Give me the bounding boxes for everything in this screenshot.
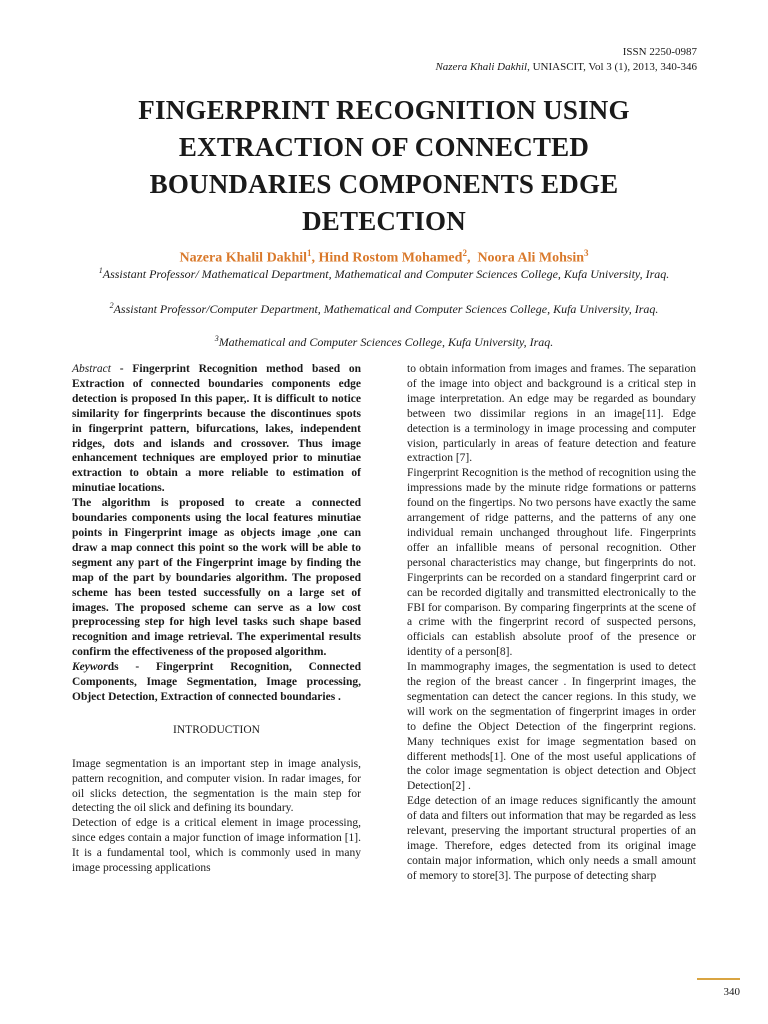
paper-title bbox=[60, 92, 708, 240]
citation-header bbox=[435, 60, 697, 74]
abstract-text: - Fingerprint Recognition method based on Extraction of connected boundaries components edge detection is proposed In this paper,. It is difficult to notice similarity for fingerprints because the discontinues spots in fingerprint pattern, bifurcations, lakes, independent ridges, dots and islands and crossover. Thus image enhancement techniques are employed prior to minutiae extraction to obtain a more reliable to estimation of minutiae locations. bbox=[72, 363, 361, 495]
introduction-heading: INTRODUCTION bbox=[173, 723, 260, 736]
affiliation-2 bbox=[60, 298, 708, 317]
affiliation-superscript: 3 bbox=[214, 334, 219, 343]
body-paragraph: In mammography images, the segmentation is used to detect the region of the breast cancer . In fingerprint images, the segmentation can detect the cancer regions. In this study, we will work on the segmentation of fingerprint images in order to define the Object Detection of the fingerprint regions. Many techniques exist for image segmentation based on different methods[1]. One of the most useful applications of the color image segmentation is object detection and Object Detection[2] . bbox=[407, 661, 696, 793]
keywords-label-italic: Keywor bbox=[72, 661, 108, 674]
title-line: FINGERPRINT RECOGNITION USING bbox=[138, 95, 630, 125]
affiliation-text: Mathematical and Computer Sciences College, Kufa University, Iraq. bbox=[218, 335, 554, 349]
body-paragraph: to obtain information from images and frames. The separation of the image into object and background is a critical step in image interpretation. An edge may be regarded as boundary between two dissimilar regions in an image[11]. Edge detection is a terminology in image processing and computer vision, particularly in areas of feature detection and feature extraction [7]. bbox=[407, 363, 696, 465]
body-paragraph: Edge detection of an image reduces significantly the amount of data and filters out information that may be regarded as less relevant, preserving the important structural properties of an image. Therefore, edges detected from its original image contain major information, which only needs a small amount of memory to store[3]. The purpose of detecting sharp bbox=[407, 795, 696, 882]
author-name: Hind Rostom Mohamed bbox=[318, 250, 463, 266]
affiliation-1 bbox=[60, 263, 708, 282]
left-column bbox=[72, 362, 361, 876]
title-line: DETECTION bbox=[302, 206, 466, 236]
page-number: 340 bbox=[697, 978, 740, 998]
affiliation-superscript: 2 bbox=[109, 301, 114, 310]
keywords-paragraph bbox=[72, 660, 361, 705]
body-paragraph: Image segmentation is an important step in image analysis, pattern recognition, and computer vision. In radar images, for oil slicks detection, the segmentation is the main step for detecting the oil slick and defining its boundary. bbox=[72, 757, 361, 815]
citation-details: , UNIASCIT, Vol 3 (1), 2013, 340-346 bbox=[527, 61, 697, 73]
author-separator: , bbox=[311, 250, 319, 266]
abstract-paragraph-2: The algorithm is proposed to create a connected boundaries components using the local features minutiae points in Fingerprint image as objects image ,one can draw a map connect this point so the work will be able to segment any part of the Fingerprint image by finding the map of the part by boundaries algorithm. The proposed scheme has been tested successfully on a large set of images. The proposed scheme can serve as a low cost preprocessing step for high level tasks such shape based recognition and image retrieval. The experimental results confirm the effectiveness of the proposed algorithm. bbox=[72, 497, 361, 659]
body-paragraph: Detection of edge is a critical element in image processing, since edges contain a major function of image information [1]. It is a fundamental tool, which is commonly used in many image processing applications bbox=[72, 817, 361, 875]
affiliation-3 bbox=[60, 331, 708, 350]
affiliation-text: Assistant Professor/ Mathematical Department, Mathematical and Computer Sciences College, Kufa University, Iraq. bbox=[102, 267, 670, 281]
abstract-label: Abstract bbox=[72, 363, 111, 375]
body-paragraph: Fingerprint Recognition is the method of recognition using the impressions made by the minute ridge formations or patterns found on the fingertips. No two persons have exactly the same arrangement of ridge patterns, and the patterns of any one individual remain unchanged throughout life. Fingerprints offer an infallible means of personal recognition. Other personal characteristics may change, but fingerprints do not. Fingerprints can be recorded on a standard fingerprint card or can be recorded digitally and transmitted electronically to the FBI for comparison. By comparing fingerprints at the scene of a crime with the fingerprint record of suspected persons, officials can establish absolute proof of the presence or identity of a person[8]. bbox=[407, 467, 696, 659]
author-separator: , bbox=[466, 250, 478, 266]
issn-header: ISSN 2250-0987 bbox=[622, 46, 697, 58]
author-name: Nazera Khalil Dakhil bbox=[179, 250, 308, 266]
right-column bbox=[407, 362, 696, 884]
keywords-label-rest: ds bbox=[107, 661, 119, 674]
author-superscript: 3 bbox=[584, 248, 589, 258]
affiliation-text: Assistant Professor/Computer Department, Mathematical and Computer Sciences College, Kufa University, Iraq. bbox=[113, 302, 659, 316]
author-superscript: 1 bbox=[307, 248, 312, 258]
author-superscript: 2 bbox=[462, 248, 467, 258]
title-line: BOUNDARIES COMPONENTS EDGE bbox=[149, 169, 619, 199]
abstract-paragraph bbox=[72, 362, 361, 496]
title-line: EXTRACTION OF CONNECTED bbox=[178, 132, 590, 162]
author-name: Noora Ali Mohsin bbox=[477, 250, 585, 266]
affiliation-superscript: 1 bbox=[98, 266, 103, 275]
citation-author: Nazera Khali Dakhil bbox=[435, 61, 528, 73]
keywords-text: - Fingerprint Recognition, Connected Components, Image Segmentation, Image processing, Object Detection, Extraction of connected boundaries . bbox=[72, 661, 361, 703]
